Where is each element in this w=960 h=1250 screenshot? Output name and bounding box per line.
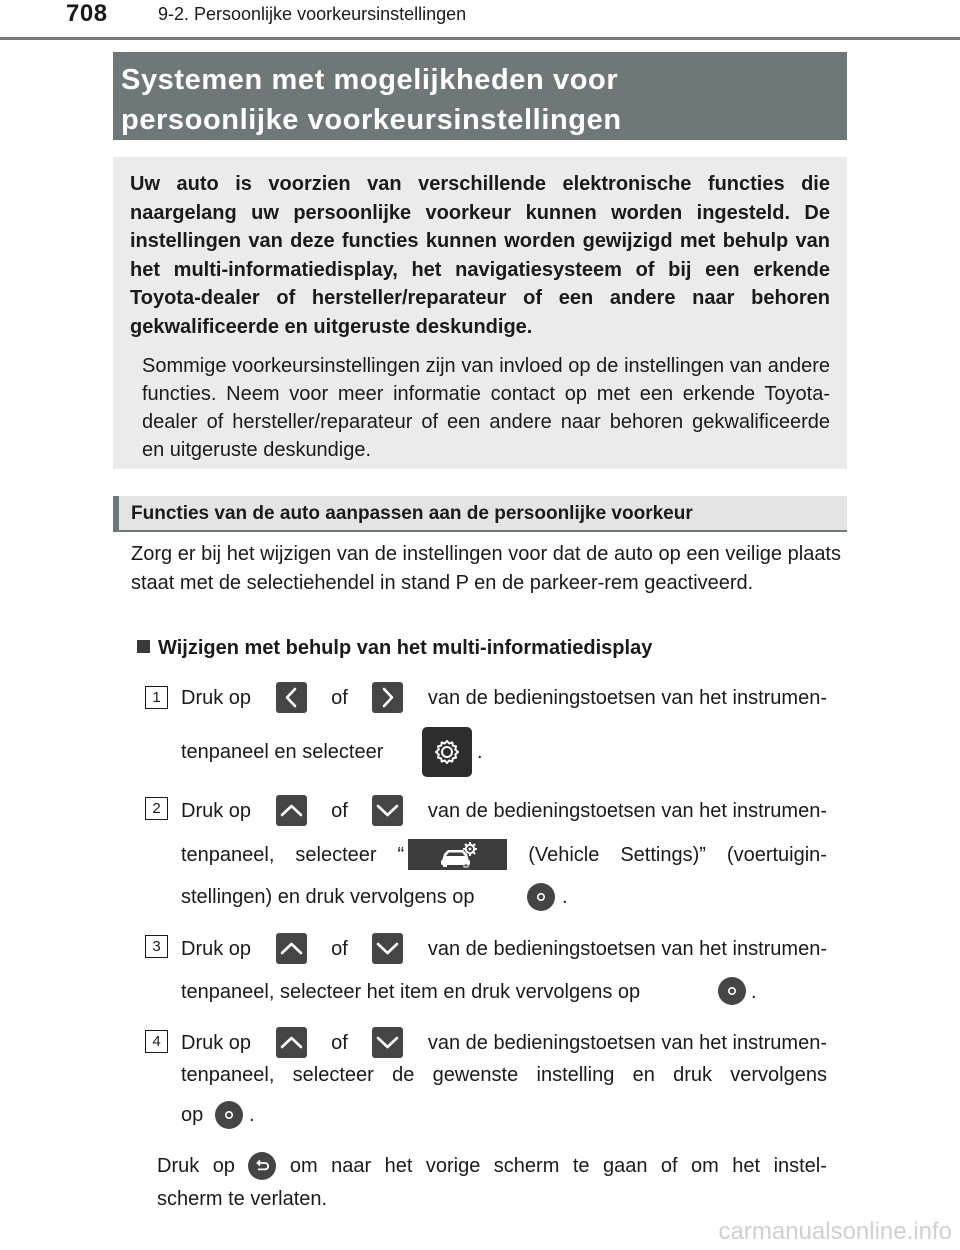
- closing-word: te: [572, 1155, 590, 1177]
- open-quote: “: [397, 843, 405, 866]
- subheading-text: Wijzigen met behulp van het multi-informatiedisplay: [158, 637, 653, 659]
- ok-button-icon: [527, 883, 555, 911]
- step-text: Druk op: [181, 1031, 252, 1054]
- chevron-left-icon: [276, 682, 307, 713]
- header-rule: [0, 37, 960, 40]
- step-1-line-2: [181, 738, 383, 766]
- vehicle-settings-icon: [408, 839, 507, 870]
- chevron-right-icon: [372, 682, 403, 713]
- closing-line-2: scherm te verlaten.: [157, 1188, 328, 1210]
- step-text: van de bedieningstoetsen van het instrumen-: [427, 686, 827, 709]
- step-text: of: [331, 799, 348, 822]
- back-button-icon: [248, 1152, 276, 1180]
- step-number-1: 1: [145, 686, 168, 709]
- step-text: tenpaneel en selecteer: [181, 741, 384, 763]
- step-number-2: 2: [145, 797, 168, 820]
- step-text: van de bedieningstoetsen van het instrumen-: [427, 1031, 827, 1054]
- section-heading: [113, 496, 847, 530]
- step-text: van de bedieningstoetsen van het instrumen-: [427, 799, 827, 822]
- step-3-line-2: [181, 978, 640, 1006]
- page-title-line-1: Systemen met mogelijkheden voor: [121, 64, 619, 96]
- step-1-line-1: [181, 682, 827, 713]
- section-heading-text: Functies van de auto aanpassen aan de persoonlijke voorkeur: [131, 503, 693, 524]
- closing-line-1: [157, 1152, 827, 1180]
- closing-word: gaan: [602, 1155, 648, 1177]
- page-title-line-2: persoonlijke voorkeursinstellingen: [121, 104, 622, 136]
- step-text: of: [331, 1031, 348, 1054]
- intro-box: [113, 157, 847, 469]
- chevron-down-icon: [372, 933, 403, 964]
- closing-word: of: [660, 1155, 678, 1177]
- step-text: Settings)”: [620, 843, 706, 866]
- section-paragraph: Zorg er bij het wijzigen van de instellingen voor dat de auto op een veilige plaats staat met de selectiehendel in stand P en de parkeer-rem geactiveerd.: [131, 543, 841, 594]
- chevron-up-icon: [276, 1027, 307, 1058]
- gear-icon: [422, 727, 472, 777]
- step-text: (voertuigin-: [726, 843, 827, 866]
- step-text: Druk op: [181, 686, 252, 709]
- step-number-4: 4: [145, 1030, 168, 1053]
- step-text: van de bedieningstoetsen van het instrumen-: [427, 937, 827, 960]
- step-4-period: .: [249, 1104, 255, 1126]
- chevron-up-icon: [276, 795, 307, 826]
- closing-word: op: [212, 1155, 235, 1177]
- closing-word: vorige: [425, 1155, 481, 1177]
- step-text: stellingen) en druk vervolgens op: [181, 886, 475, 908]
- watermark: carmanualsonline.info: [718, 1218, 952, 1245]
- step-4-line-2: [181, 1061, 827, 1089]
- step-number-3: 3: [145, 935, 168, 958]
- ok-button-icon: [215, 1101, 243, 1129]
- closing-word: om: [289, 1155, 318, 1177]
- page-title: [113, 52, 847, 140]
- step-2-line-1: [181, 795, 827, 826]
- closing-word: scherm: [493, 1155, 560, 1177]
- chevron-down-icon: [372, 795, 403, 826]
- section-rule: [113, 530, 847, 532]
- closing-word: het: [732, 1155, 761, 1177]
- closing-word: instel-: [773, 1155, 827, 1177]
- step-4-line-3: op: [181, 1104, 204, 1126]
- header-section-title: 9-2. Persoonlijke voorkeursinstellingen: [158, 4, 467, 24]
- step-text: Druk op: [181, 937, 252, 960]
- closing-word: om: [691, 1155, 719, 1177]
- step-1-period: .: [477, 741, 483, 763]
- step-text: tenpaneel, selecteer de gewenste instelling en druk vervolgens: [181, 1064, 827, 1086]
- step-text: tenpaneel, selecteer het item en druk vervolgens op: [181, 981, 641, 1003]
- step-text: of: [331, 937, 348, 960]
- closing-word: naar: [331, 1155, 372, 1177]
- closing-word: Druk: [157, 1155, 200, 1177]
- chevron-down-icon: [372, 1027, 403, 1058]
- page-number: 708: [66, 0, 108, 27]
- intro-text: Uw auto is voorzien van verschillende elektronische functies die naargelang uw persoonlijke voorkeur kunnen worden ingesteld. De instellingen van deze functies kunnen worden gewijzigd met behulp van het multi-informatiedisplay, het navigatiesysteem of bij een erkende Toyota-dealer of hersteller/reparateur of een andere naar behoren gekwalificeerde en uitgeruste deskundige.: [130, 173, 830, 338]
- step-2-line-3: [181, 883, 475, 911]
- step-text: Druk op: [181, 799, 252, 822]
- step-text: (Vehicle: [528, 843, 600, 866]
- step-2-period: .: [562, 886, 568, 908]
- closing-word: het: [384, 1155, 413, 1177]
- subheading: [137, 637, 652, 660]
- step-4-line-1: [181, 1027, 827, 1058]
- step-text: tenpaneel,: [181, 843, 275, 866]
- ok-button-icon: [718, 977, 746, 1005]
- step-3-period: .: [751, 981, 757, 1003]
- step-text: of: [331, 686, 348, 709]
- intro-note: Sommige voorkeursinstellingen zijn van invloed op de instellingen van andere functies. Neem voor meer informatie contact op met een erkende Toyota-dealer of hersteller/reparateur of een andere naar behoren gekwalificeerde en uitgeruste deskundige.: [142, 354, 830, 461]
- square-bullet-icon: [137, 640, 150, 653]
- step-2-line-2: [181, 839, 827, 870]
- step-3-line-1: [181, 933, 827, 964]
- step-text: selecteer: [295, 843, 377, 866]
- step-text: [398, 839, 508, 870]
- chevron-up-icon: [276, 933, 307, 964]
